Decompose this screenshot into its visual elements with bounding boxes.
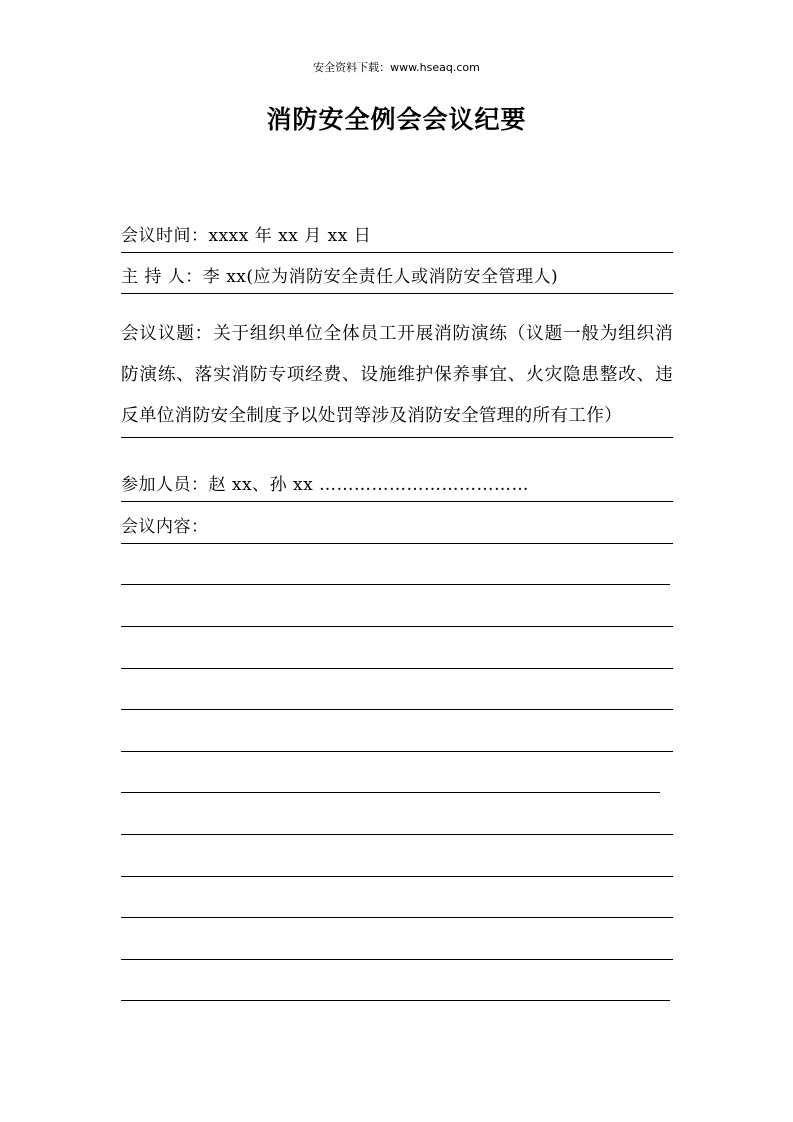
blank-line: [121, 917, 673, 918]
blank-line: [121, 751, 673, 752]
host-row: [121, 253, 673, 294]
site-header: 安全资料下载：www.hseaq.com: [313, 61, 480, 74]
meeting-time: 会议时间：xxxx 年 xx 月 xx 日: [121, 226, 372, 246]
blank-line: [121, 792, 660, 793]
page-title: 消防安全例会会议纪要: [266, 105, 527, 134]
blank-line: [121, 626, 673, 627]
topic-block: [121, 314, 673, 438]
blank-line: [121, 876, 673, 877]
content-row: [121, 503, 673, 544]
blank-line: [121, 834, 673, 835]
blank-line: [121, 668, 673, 669]
blank-line: [121, 584, 670, 585]
content-label: 会议内容：: [121, 517, 209, 537]
blank-line: [121, 1000, 670, 1001]
attendees: 参加人员：赵 xx、孙 xx ………………………………: [121, 475, 530, 495]
host: 主 持 人：李 xx(应为消防安全责任人或消防安全管理人): [121, 267, 559, 287]
blank-line: [121, 959, 673, 960]
meeting-topic: 会议议题：关于组织单位全体员工开展消防演练（议题一般为组织消防演练、落实消防专项经费、设施维护保养事宜、火灾隐患整改、违反单位消防安全制度予以处罚等涉及消防安全管理的所有工作）: [121, 314, 673, 438]
attendees-row: [121, 461, 673, 502]
blank-line: [121, 709, 673, 710]
meeting-time-row: [121, 212, 673, 253]
